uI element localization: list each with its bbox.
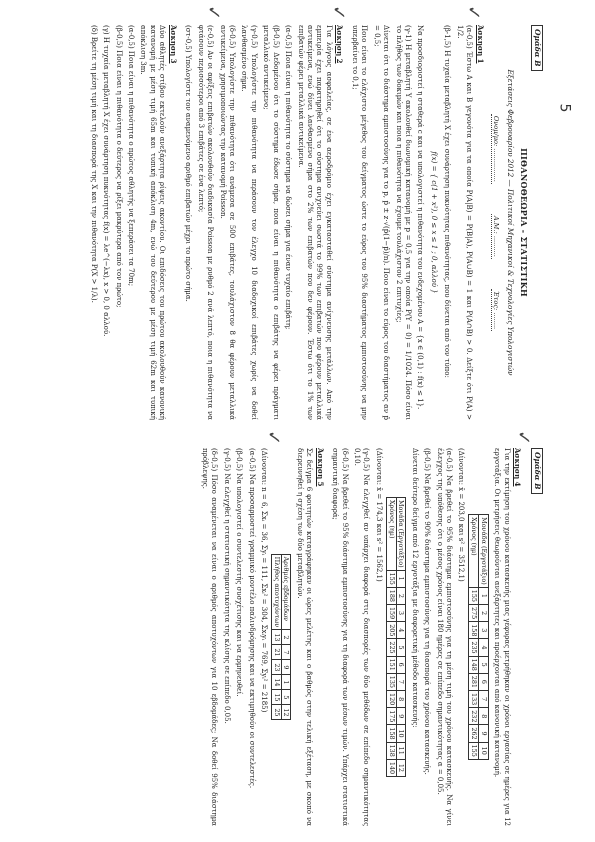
exam-subtitle: Εξετάσεις Φεβρουαρίου 2012 — Πολιτικοί Μηχανικοί & Τεχνολογίες Υπολογιστών <box>506 69 516 376</box>
table-cell: 1 <box>396 570 406 587</box>
table-3-row-label-2: Πλήθος αποτυχόντων <box>272 554 282 630</box>
exercise-5-part-d: (δ-0,5) Πόσο αναμένεται να είναι ο αριθμός αποτυχόντων για 10 εβδομάδες; Να δοθεί 95% διάστημα πρόβλεψης. <box>200 448 219 826</box>
exercise-4-intro: Για την εκτίμηση του χρόνου κατασκευής μιας γέφυρας μετρήθηκαν οι χρόνοι εργασίας σε ημέρες για 12 εργοτάξια. Οι μετρήσεις θεωρούνται ανεξάρτητες και προέρχονται από κανονική κατανομή. <box>493 448 511 826</box>
exercise-2-part-f: (στ-0,5) Υπολογίστε τον αναμενόμενο αριθμό επιβατών μέχρι το πρώτο σήμα. <box>184 25 193 302</box>
table-cell: 5 <box>281 690 291 705</box>
exercise-1-formula: f(x) = { c(1 + x²), 0 ≤ x ≤ 1 ; 0, αλλού } <box>429 151 438 294</box>
exercise-5-part-a: (α-0,5) Να προσαρμοστεί γραμμικό μοντέλο παλινδρόμησης και να εκτιμηθούν οι συντελεστές. <box>247 448 256 789</box>
exercise-1-part-b: (β-1,5) Η τυχαία μεταβλητή Χ έχει συνάρτηση πυκνότητας πιθανότητας, που δίνεται από τον τύπο: <box>443 25 452 378</box>
exercise-1-part-d: (γ-1) Η μεταβλητή Υ ακολουθεί διωνυμική κατανομή με p = 0,5 για την οποία P(Υ = 0) = 1/1024. Πόσο είναι το πλήθος των δοκιμών και ποια η πιθανότητα να έχουμε τουλάχιστον 2 επιτυχίες; <box>394 25 412 420</box>
table-cell: 7 <box>281 645 291 660</box>
exam-column-right <box>197 448 527 826</box>
table-cell: 14 <box>272 675 282 690</box>
table-1 <box>468 514 488 760</box>
exercise-3-heading: Άσκηση 3 <box>168 25 178 64</box>
table-cell: 158 <box>386 725 396 742</box>
exercise-1-part-c: Να προσδιοριστεί η σταθερά c και να υπολογιστεί η πιθανότητα του ενδεχομένου Α = {x ∈ (0,1) : f(x) ≤ 1}. <box>416 25 425 410</box>
checkmark-icon: ✓ <box>328 5 349 21</box>
table-3 <box>271 554 291 721</box>
group-label-right: Ομάδα Β <box>531 448 543 494</box>
table-cell: 25 <box>272 705 282 720</box>
table-cell: 232 <box>469 708 479 725</box>
table-cell: 281 <box>469 673 479 690</box>
exam-column-left <box>85 25 529 420</box>
table-cell: 12 <box>281 705 291 720</box>
table-cell: 188 <box>386 587 396 604</box>
table-cell: 10 <box>396 725 406 742</box>
student-name-field: Ονομ/μο: ................ <box>492 115 501 182</box>
table-cell: 175 <box>386 708 396 725</box>
table-cell: 1 <box>281 675 291 690</box>
table-cell: 155 <box>469 587 479 604</box>
table-cell: 7 <box>479 691 489 708</box>
exercise-2-part-c: (γ-0,5) Υπολογίστε την πιθανότητα να περάσουν τον έλεγχο 10 διαδοχικοί επιβάτες χωρίς να δοθεί λανθασμένο σήμα. <box>240 25 258 420</box>
table-cell: 15 <box>272 690 282 705</box>
table-cell: 8 <box>396 691 406 708</box>
table-cell: 11 <box>396 742 406 759</box>
table-cell: 9 <box>281 660 291 675</box>
table-cell: 155 <box>469 742 479 759</box>
exercise-4-given-2: (Δίνονται: x̄ = 174,3 και s² = 1562,1) <box>374 448 383 582</box>
exercise-5-part-b: (β-0,5) Να υπολογιστεί ο συντελεστής συσχέτισης και να ερμηνευθεί. <box>235 448 244 697</box>
table-cell: 23 <box>272 660 282 675</box>
table-cell: 2 <box>479 604 489 621</box>
exercise-4-part-d: (δ-0,5) Να βρεθεί το 95% διάστημα εμπιστοσύνης για τη διαφορά των μέσων τιμών. Υπάρχει στατιστικά σημαντική διαφορά; <box>331 448 349 826</box>
exercise-5-part-c: (γ-0,5) Να ελεγχθεί η στατιστική σημαντικότητα της κλίσης σε επίπεδο 0,05. <box>222 448 231 724</box>
table-cell: 138 <box>386 742 396 759</box>
table-cell: 4 <box>479 639 489 656</box>
table-cell: 3 <box>479 622 489 639</box>
checkmark-icon: ✓ <box>463 5 484 21</box>
exercise-4-part-c: (γ-0,5) Να ελεγχθεί αν υπάρχει διαφορά στις διασπορές των δύο μεθόδων σε επίπεδο σημαντικότητας 0,10. <box>353 448 371 826</box>
exercise-4-part-b: (β-0,5) Να βρεθεί το 90% διάστημα εμπιστοσύνης για τη διασπορά του χρόνου κατασκευής. <box>423 448 432 775</box>
table-cell: 3 <box>396 604 406 621</box>
table-cell: 159 <box>386 604 396 621</box>
student-info <box>491 25 501 420</box>
group-label-left: Ομάδα Β <box>531 25 543 71</box>
table-cell: 148 <box>469 656 479 673</box>
exercise-3-part-d: (δ) Βρείτε τη μέση τιμή και τη διασπορά της Χ και την πιθανότητα P(X > 1/λ). <box>89 25 98 303</box>
table-cell: 158 <box>469 622 479 639</box>
exercise-2-intro: Για λόγους ασφαλείας, σε ένα αεροδρόμιο έχει εγκατασταθεί σύστημα ανίχνευσης μετάλλων. Από την εμπειρία έχει παρατηρηθεί ότι το σύστημα ανιχνεύει σωστά το 99% των επιβατών που φέρουν μεταλλικά αντικείμενα, ενώ δίνει λανθασμένο σήμα στο 2% των επιβατών που δεν φέρουν. Έστω ότι το 1% των επιβατών φέρει μεταλλικά αντικείμενα. <box>296 25 333 420</box>
exam-title: ΠΙΘΑΝΟΘΕΩΡΙΑ - ΣΤΑΤΙΣΤΙΚΗ <box>519 148 529 297</box>
table-cell: 133 <box>469 691 479 708</box>
exercise-5-heading: Άσκηση 5 <box>315 448 325 487</box>
exercise-3-part-c: (γ) Η τυχαία μεταβλητή Χ έχει συνάρτηση πυκνότητας f(x) = λe^(−λx), x > 0, 0 αλλού. <box>102 25 111 337</box>
exercise-3-part-a: (α-0,5) Ποια είναι η πιθανότητα ο πρώτος αθλητής να ξεπεράσει τα 70m; <box>127 25 136 287</box>
table-cell: 235 <box>469 639 479 656</box>
table-1-row-label: Χρόνος (ημ) <box>469 515 479 588</box>
table-cell: 275 <box>469 604 479 621</box>
exercise-4-part-a: (α-0,5) Να βρεθεί το 95% διάστημα εμπιστοσύνης για τη μέση τιμή του χρόνου κατασκευής. Να γίνει έλεγχος της υπόθεσης ότι ο μέσος χρόνος είναι 180 ημέρες σε επίπεδο σημαντικότητας α = 0,05. <box>435 448 453 826</box>
table-2 <box>386 497 406 777</box>
table-cell: 13 <box>272 630 282 645</box>
student-id-field: Α.Μ.: .......... <box>492 215 501 257</box>
exercise-3-part-b: (β-0,5) Ποια είναι η πιθανότητα ο δεύτερος να ρίξει μακρύτερα από τον πρώτο; <box>114 25 123 308</box>
table-cell: 155 <box>386 570 396 587</box>
table-cell: 205 <box>386 622 396 639</box>
checkmark-icon: ✓ <box>513 430 534 446</box>
table-cell: 7 <box>396 673 406 690</box>
exercise-5-given: (Δίνονται: n = 6, Σxᵢ = 36, Σyᵢ = 111, Σxᵢ² = 304, Σxᵢyᵢ = 769, Σyᵢ² = 2185) <box>260 448 269 713</box>
checkmark-icon: ✓ <box>203 5 224 21</box>
rotated-exam-page <box>40 0 555 842</box>
exercise-2-part-d: (δ-0,5) Υπολογίστε την πιθανότητα ότι ανάμεσα σε 500 επιβάτες, τουλάχιστον 8 θα φέρουν μεταλλικά αντικείμενα, χρησιμοποιώντας την κατανομή Poisson. <box>218 25 236 420</box>
table-3-row-label-1: Αριθμός εβδομάδων <box>281 554 291 630</box>
table-cell: 6 <box>396 656 406 673</box>
table-cell: 5 <box>396 639 406 656</box>
exercise-1-heading: Άσκηση 1 <box>475 25 485 64</box>
table-cell: 5 <box>479 656 489 673</box>
table-cell: 12 <box>396 759 406 776</box>
exercise-4-given: (Δίνονται: x̄ = 203,0 και s² = 3512,1) <box>457 448 466 582</box>
table-cell: 140 <box>386 759 396 776</box>
table-cell: 10 <box>479 742 489 759</box>
table-cell: 8 <box>479 708 489 725</box>
exercise-2-part-a: (α-0,5) Ποια είναι η πιθανότητα το σύστημα να δώσει σήμα για έναν τυχαίο επιβάτη; <box>284 25 293 330</box>
checkmark-icon: ✓ <box>263 430 284 446</box>
exercise-3-intro: Δύο αθλητές στίβου εκτελούν ανεξάρτητα ρίψεις ακοντίου. Οι επιδόσεις του πρώτου ακολουθούν κανονική κατανομή με μέση τιμή 65m και τυπική απόκλιση 4m, ενώ του δεύτερου με μέση τιμή 62m και τυπική απόκλιση 3m. <box>139 25 167 420</box>
exercise-5-intro: Σε δείγμα 6 φοιτητών καταγράφηκαν οι ώρες μελέτης και ο βαθμός στην τελική εξέταση, με σκοπό να διερευνηθεί η σχέση των δύο μεταβλητών. <box>295 448 314 826</box>
table-cell: 225 <box>386 639 396 656</box>
table-cell: 9 <box>479 725 489 742</box>
exercise-1-part-f: Ποιο είναι το ελάχιστο μέγεθος του δείγματος ώστε το εύρος του 95% διαστήματος εμπιστοσύνης να μην υπερβαίνει το 0,1; <box>350 25 369 420</box>
table-cell: 120 <box>386 691 396 708</box>
table-cell: 9 <box>396 708 406 725</box>
table-cell: 21 <box>272 645 282 660</box>
student-year-field: Έτος: ........ <box>492 290 501 330</box>
page-number: 5 <box>556 103 573 113</box>
table-2-header-label: Μονάδα (Εργοτάξιο) <box>396 497 406 570</box>
table-cell: 4 <box>396 622 406 639</box>
table-cell: 6 <box>479 673 489 690</box>
table-cell: 135 <box>386 673 396 690</box>
exercise-2-part-b: (β-0,5) Δεδομένου ότι το σύστημα έδωσε σήμα, ποια είναι η πιθανότητα ο επιβάτης να φέρει πράγματι μεταλλικό αντικείμενο; <box>262 25 280 420</box>
exercise-1-part-a: (α-0,5) Έστω Α και Β γεγονότα για τα οποία P(A|B) = P(B|A), P(A∪B) = 1 και P(A∩B) > 0. Δείξτε ότι P(A) > 1/2. <box>455 25 474 420</box>
exercise-1-part-e: Δίνεται ότι το διάστημα εμπιστοσύνης για το p, p̂ ± z·√(p̂(1−p̂)/n). Ποιο είναι το εύρος του διαστήματος αν p̂ = 0,5; <box>372 25 391 420</box>
table-cell: 2 <box>396 587 406 604</box>
table-2-row-label: Χρόνος (ημ) <box>386 497 396 570</box>
table-cell: 262 <box>469 725 479 742</box>
exercise-4-second-sample: Δίνεται δεύτερο δείγμα από 12 εργοτάξια με διαφορετική μέθοδο κατασκευής: <box>410 448 419 728</box>
exercise-4-heading: Άσκηση 4 <box>513 448 522 487</box>
table-cell: 151 <box>386 656 396 673</box>
table-cell: 1 <box>479 587 489 604</box>
table-cell: 2 <box>281 630 291 645</box>
exercise-2-part-e: (ε-0,5) Αν οι αφίξεις επιβατών ακολουθούν διαδικασία Poisson με ρυθμό 2 ανά λεπτό, ποια η πιθανότητα να φτάσουν περισσότεροι από 3 επιβάτες σε ένα λεπτό; <box>196 25 215 420</box>
table-1-header-label: Μονάδα (Εργοτάξιο) <box>479 515 489 588</box>
exercise-2-heading: Άσκηση 2 <box>335 25 345 64</box>
